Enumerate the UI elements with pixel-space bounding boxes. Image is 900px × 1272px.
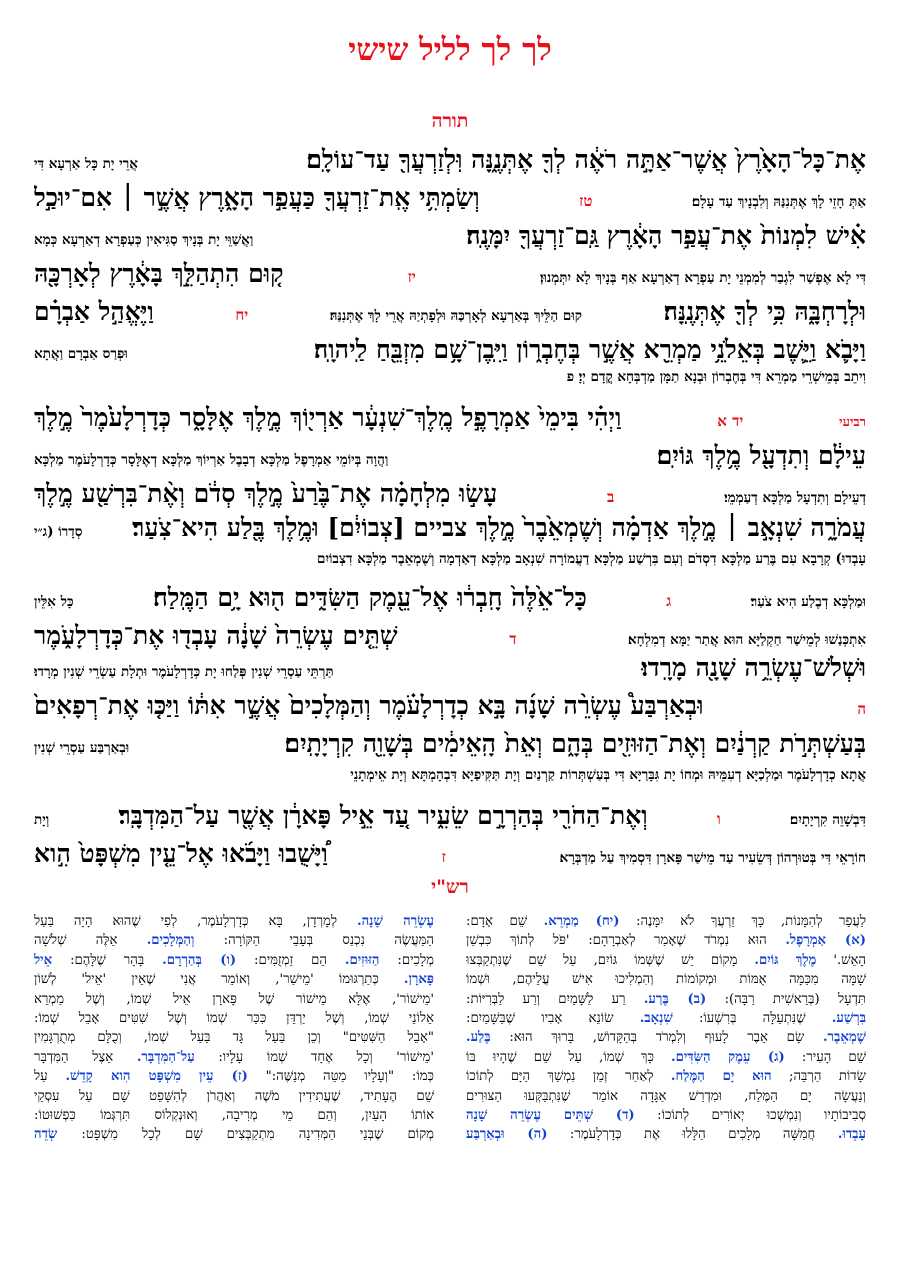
rashi-heading-word: עֶשְׂרֵה שָׁנָה. — [356, 914, 434, 929]
rashi-line — [466, 1106, 866, 1125]
rashi-line — [466, 1087, 866, 1106]
rashi-heading-word: וְהַמְּלָכִים. — [146, 933, 195, 949]
verse-text: אִ֗ישׁ לִמְנוֹת֙ אֶת־עֲפַ֣ר הָאָ֔רֶץ גַּֽם־זַרְעֲךָ֖ יִמָּנֶֽה׃ — [466, 221, 866, 250]
rashi-heading-word: הוּא יָם הַמֶּלַח. — [670, 1069, 772, 1085]
rashi-heading-word: (ב) בֶּרַע. — [643, 991, 707, 1007]
rashi-heading-word: הַזּוּזִים. — [344, 952, 380, 968]
targum-text: וְיָת — [34, 812, 50, 828]
rashi-line — [34, 951, 434, 970]
verse-text: וּבְאַרְבַּע֩ עֶשְׂרֵ֨ה שָׁנָ֜ה בָּ֣א כְדָרְלָעֹ֗מֶר וְהַמְּלָכִים֙ אֲשֶׁ֣ר אִתּ֔וֹ וַיַּכּ֤וּ אֶת־רְפָאִים֙ — [34, 691, 704, 720]
verse-text: וַ֠יָּשֻׁבוּ וַיָּבֹ֜אוּ אֶל־עֵ֤ין מִשְׁפָּט֙ הִ֣וא — [34, 839, 328, 868]
rashi-line — [34, 1125, 434, 1144]
torah-line — [34, 297, 866, 335]
targum-text: אֲרֵי יָת כָּל אַרְעָא דִּי — [34, 156, 138, 172]
targum-text: דְעֵילָם וְתִדְעָל מַלְכָּא דְעַמְמֵי׃ — [724, 490, 866, 506]
rashi-line — [466, 912, 866, 931]
rashi-column-right — [466, 912, 866, 1262]
rashi-text: לְמָרְדָן, בָּא כְּדָרְלָעֹמֶר, לְפִי שֶׁהוּא הָיָה בַּעַל — [34, 914, 338, 929]
verse-number: טז — [579, 192, 593, 210]
verse-text: עָשׂ֣וּ מִלְחָמָ֗ה אֶת־בֶּ֙רַע֙ מֶ֣לֶךְ סְדֹ֔ם וְאֶ֨ת־בִּרְשַׁ֖ע מֶ֣לֶךְ — [34, 479, 498, 508]
rashi-heading-word: (א) אַמְרָפֶל. — [785, 933, 866, 949]
torah-line — [34, 729, 866, 767]
rashi-column-left — [34, 912, 434, 1262]
targum-text: וּבְאַרְבַּע עַסְרֵי שְׁנִין — [34, 740, 130, 756]
rashi-line — [466, 990, 866, 1009]
rashi-heading-word: פָּארָן. — [403, 972, 434, 988]
rashi-text: שֵׁם הֶעָתִיד, שֶׁעֲתִידִין מֹשֶׁה וְאַהֲרֹן לְהִשָּׁפֵט שָׁם עַל עִסְקֵי — [34, 1088, 434, 1104]
rashi-heading-word: (ד) שְׁתֵּים עֶשְׂרֵה שָׁנָה — [466, 1108, 635, 1124]
rashi-line — [466, 970, 866, 989]
rashi-heading-word: בֶּלַע. — [466, 1030, 491, 1046]
targum-text: עָבְדוּ) קְרָבָא עִם בֶּרַע מַלְכָּא דִסְדֹם וְעִם בִּרְשַׁע מַלְכָּא דַעֲמוֹרָה שִׁנְאָב מַלְכָּא דְאַדְמָה וְשֶׁמְאֵבֶר מַלְכָּא דִצְבוֹיִם — [317, 551, 866, 567]
torah-line — [34, 839, 866, 873]
rashi-text: תִּדְעָל (בְּרֵאשִׁית רַבָּה): — [724, 991, 866, 1007]
targum-text: אֲתָא כְדָרְלָעֹמֶר וּמַלְכַיָּא דְעִמֵּיהּ וּמְחוֹ יָת גִּבָּרַיָּא דִּי בְּעַשְׁתְּרוֹת קַרְנַיִם וְיָת תַּקִּיפַיָּא דִּבְהָמְתָּא וְיָת אֵימְתָנֵי — [350, 767, 866, 783]
verse-number: יז — [407, 268, 416, 286]
rashi-commentary — [34, 912, 866, 1262]
rashi-text: כָּךְ שְׁמוֹ, עַל שֵׁם שֶׁהָיוּ בּוֹ — [466, 1049, 654, 1065]
torah-line — [34, 369, 866, 403]
rashi-heading-word: (ז) עֵין מִשְׁפָּט הִוא קָדֵשׁ. — [65, 1069, 248, 1085]
targum-text: אִתְכְּנַשׁוּ לְמֵישַׁר חַקְלַיָּא הוּא אֲתַר יַמָּא דְמִלְחָא׃ — [628, 632, 866, 648]
rashi-line — [466, 951, 866, 970]
rashi-heading-word: מֶלֶךְ גּוֹיִם. — [754, 952, 817, 968]
torah-line — [34, 767, 866, 801]
rashi-text: כְּתַרְגּוּמוֹ 'מֵישַׁר', וְאוֹמֵר אֲנִי שֶׁאֵין 'אֵיל' לְשׁוֹן — [34, 972, 379, 988]
targum-text: כָּל אִלֵּין — [34, 594, 74, 610]
rashi-heading: רש"י — [431, 876, 469, 898]
rashi-text: שֶׁנִּתְעַלָּה בְּרִשְׁעוֹ: — [698, 1011, 806, 1027]
rashi-text: רַע לַשָּׁמַיִם וְרַע לַבְּרִיּוֹת: — [466, 991, 626, 1007]
page — [34, 0, 866, 1272]
torah-line — [34, 691, 866, 729]
rashi-text: שׂוֹנֵא אָבִיו שֶׁבַּשָּׁמַיִם: — [466, 1011, 614, 1027]
torah-line — [34, 801, 866, 839]
verse-number: ג — [666, 592, 672, 610]
verse-text: עֵילָ֔ם וְתִדְעָ֖ל מֶ֥לֶךְ גּוֹיִֽם׃ — [656, 441, 866, 470]
torah-line — [34, 145, 866, 183]
verse-number: ב — [607, 488, 615, 506]
rashi-text: שָׂדוֹת הַרְבֵּה; — [789, 1069, 866, 1085]
verse-number: ו — [716, 810, 721, 828]
rashi-line — [466, 1067, 866, 1086]
rashi-line — [466, 1028, 866, 1047]
verse-text: וְשַׂמְתִּ֥י אֶֽת־זַרְעֲךָ֖ כַּעֲפַ֣ר הָאָ֑רֶץ אֲשֶׁ֣ר ׀ אִם־יוּכַ֣ל — [34, 183, 480, 212]
rashi-line — [34, 970, 434, 989]
rashi-text: כְּמוֹ: "וְעָלָיו מַטֵּה מְנַשֶּׁה:" — [265, 1069, 434, 1085]
torah-line — [34, 513, 866, 551]
verse-text: שְׁתֵּ֤ים עֶשְׂרֵה֙ שָׁנָ֔ה עָבְד֖וּ אֶת־כְּדָרְלָעֹ֑מֶר — [34, 621, 398, 650]
verse-number: ד — [509, 630, 517, 648]
rashi-text: הָאֵשׁ.' — [833, 952, 866, 968]
rashi-text: מְלָכִים: — [397, 952, 434, 968]
rashi-text: הוּא נִמְרֹד שֶׁאָמַר לְאַבְרָהָם: 'פֹּל לְתוֹךְ כִּבְשַׁן — [466, 933, 767, 949]
rashi-heading-word: שִׁנְאָב. — [639, 1011, 673, 1027]
verse-number: ז — [441, 848, 446, 866]
torah-text — [34, 145, 866, 873]
rashi-text: מְקוֹם שֶׁבְּנֵי הַמְּדִינָה מִתְקַבְּצִים שָׁם לְכָל מִשְׁפָּט: — [81, 1127, 434, 1143]
targum-text: וִיתֵב בְּמֵישְׁרֵי מַמְרֵא דִּי בְּחֶבְרוֹן וּבְנָא תַמָּן מַדְבְּחָא קֳדָם יְיָ׃ פ — [566, 369, 866, 385]
rashi-text: שֵׁם אָדָם: — [466, 914, 528, 929]
targum-text: דִּי לָא אֶפְשַׁר לִגְבַר לְמִמְנֵי יָת עַפְרָא דְאַרְעָא אַף בְּנָיךְ לָא יִתְּמְנוּן׃ — [539, 270, 866, 286]
rashi-heading-word: שֶׁמְאֵבֶר. — [822, 1030, 866, 1046]
rashi-line — [34, 1106, 434, 1125]
rashi-line — [466, 1009, 866, 1028]
verse-number: יד א — [717, 412, 744, 430]
targum-text: חוֹרָאֵי דִּי בְּטוּרְהוֹן דְּשֵׂעִיר עַד מֵישַׁר פָּארָן דִּסְמִיךְ עַל מַדְבְּרָא׃ — [559, 850, 866, 866]
targum-text: דִּבְשָׁוֵה קִרְיָתָיִם׃ — [789, 812, 866, 828]
targum-text: וּפְרַס אַבְרָם וַאֲתָא — [34, 346, 128, 362]
targum-text: תַּרְתֵּי עַסְרֵי שְׁנִין פְּלַחוּ יָת כְּדָרְלָעֹמֶר וּתְלָת עַשְׂרֵי שְׁנִין מְרָדוּ׃ — [34, 664, 334, 680]
rashi-heading-word: (ו) בְּהַרְרָם. — [162, 952, 237, 968]
targum-text: קוּם הַלֵּיךְ בְּאַרְעָא לְאָרְכַּהּ וּלְפָתְיַהּ אֲרֵי לָךְ אֶתְּנִנַּהּ׃ — [329, 308, 582, 324]
rashi-text: "אָבֵל הַשִּׁטִּים" וְכֵן בַּעַל גָּד בַּעַל שְׁמוֹ, וְכֻלָּם מְתֻרְגָּמִין — [34, 1030, 434, 1046]
rashi-text: וְנַעֲשָׂה יָם הַמֶּלַח, וּמִדְרַשׁ אַגָּדָה אוֹמֵר שֶׁנִּתְבַּקְּעוּ הַצּוּרִים — [466, 1088, 866, 1104]
rashi-line — [34, 931, 434, 950]
rashi-heading-word: שְׂדֵה — [34, 1127, 58, 1143]
rashi-line — [34, 1067, 434, 1086]
targum-text: אַתְּ חָזֵי לָךְ אֶתְּנִנַּהּ וְלִבְנָיךְ עַד עָלָם׃ — [691, 194, 866, 210]
rashi-text: אוֹתוֹ הָעַיִן, וְהֵם מֵי מְרִיבָה, וְאוּנְקְלוֹס תִּרְגְּמוֹ כִּפְשׁוּטוֹ: — [34, 1108, 434, 1124]
targum-text: וַהֲוָה בְּיוֹמֵי אַמְרָפֶל מַלְכָּא דְבָבֶל אַרְיוֹךְ מַלְכָּא דְאֶלָּסָר כְּדָרְלָעֹמֶר מַלְכָּא — [34, 452, 389, 468]
rashi-text: סְבִיבוֹתָיו וְנִמְשְׁכוּ יְאוֹרִים לְתוֹכוֹ: — [657, 1108, 866, 1124]
torah-line — [34, 583, 866, 621]
aliyah-label: רביעי — [839, 415, 866, 430]
rashi-text: שֵׁם הָעִיר: — [801, 1049, 866, 1065]
rashi-text: 'מֵישׁוֹר', אֶלָּא מֵישׁוֹר שֶׁל פָּארָן אֵיל שְׁמוֹ, וְשֶׁל מַמְרֵא — [34, 991, 434, 1007]
torah-line — [34, 183, 866, 221]
rashi-heading-word: בִּרְשַׁע. — [831, 1011, 866, 1027]
targum-text: סְדָרוֹ (ג״י — [34, 524, 83, 540]
rashi-heading-word: עַל־הַמִּדְבָּר. — [136, 1049, 195, 1065]
rashi-text: לְאַחַר זְמַן נִמְשַׁךְ הַיָּם לְתוֹכוֹ — [466, 1069, 654, 1085]
rashi-line — [34, 1048, 434, 1067]
verse-text: וַיֶּאֱהַ֣ל אַבְרָ֗ם — [34, 297, 154, 326]
verse-text: כָּל־אֵ֙לֶּה֙ חָֽבְר֔וּ אֶל־עֵ֖מֶק הַשִּׂדִּ֑ים ה֖וּא יָ֥ם הַמֶּֽלַח׃ — [152, 583, 587, 612]
verse-text: וַיְהִ֗י בִּימֵי֙ אַמְרָפֶ֣ל מֶֽלֶךְ־שִׁנְעָ֔ר אַרְי֖וֹךְ מֶ֣לֶךְ אֶלָּסָ֑ר כְּדָרְלָעֹ֙מֶר֙ מֶ֣לֶךְ — [34, 403, 622, 432]
rashi-line — [34, 912, 434, 931]
torah-line — [34, 221, 866, 259]
rashi-text: הֵם זַמְזֻמִּים: — [254, 952, 327, 968]
targum-text: וּמַלְכָּא דְבֶלַע הִיא צֹעַר׃ — [750, 594, 866, 610]
rashi-text: מָקוֹם יֵשׁ שֶׁשְּׁמוֹ גּוֹיִם, עַל שֵׁם שֶׁנִּתְקַבְּצוּ — [466, 952, 738, 968]
rashi-text: שָׂם אֵבֶר לָעוּף וְלִמְרֹד בְּהַקָּדוֹשׁ, בָּרוּךְ הוּא: — [509, 1030, 805, 1046]
rashi-text: 'מֵישׁוֹר' וְכָל אֶחָד שְׁמוֹ עָלָיו: — [218, 1049, 434, 1065]
torah-line — [34, 335, 866, 369]
rashi-text: חֲמִשָּׁה מְלָכִים הַלָּלוּ אֶת כְּדָרְלָעֹמֶר: — [569, 1127, 816, 1143]
rashi-line — [466, 931, 866, 950]
rashi-text: הַמַּעֲשֶׂה נִכְנַס בְּעָבֵי הַקּוֹרָה: — [223, 933, 434, 949]
rashi-line — [34, 990, 434, 1009]
rashi-heading-word: עָבְדוּ. — [837, 1127, 866, 1143]
verse-number: יח — [235, 306, 249, 324]
rashi-text: לַעֲפַר לְהִמָּנוֹת, כָּךְ זַרְעֲךָ לֹא יִמָּנֶה: — [636, 914, 866, 929]
rashi-heading-word: (ה) וּבְאַרְבַּע — [466, 1127, 548, 1143]
rashi-text: בָּהָר שֶׁלָּהֶם: — [70, 952, 145, 968]
verse-text: ק֚וּם הִתְהַלֵּ֣ךְ בָּאָ֔רֶץ לְאָרְכָּ֖הּ — [34, 259, 284, 288]
verse-number: ה — [857, 700, 866, 718]
torah-line — [34, 259, 866, 297]
verse-text: וַיָּבֹ֛א וַיֵּ֛שֶׁב בְּאֵלֹנֵ֥י מַמְרֵ֖א אֲשֶׁ֣ר בְּחֶבְר֑וֹן וַיִּֽבֶן־שָׁ֥ם מִזְבֵּ֖חַ לַֽיהוָֽה׃ — [313, 335, 866, 364]
rashi-line — [34, 1087, 434, 1106]
verse-text: אֶת־כָּל־הָאָ֙רֶץ֙ אֲשֶׁר־אַתָּ֣ה רֹאֶ֔ה לְךָ֖ אֶתְּנֶ֑נָּה וּֽלְזַרְעֲךָ֖ עַד־עוֹלָֽם׃ — [306, 145, 866, 174]
rashi-text: שָׁמָּה מִכַּמָּה אֻמּוֹת וּמְקוֹמוֹת וְהִמְלִיכוּ אִישׁ עֲלֵיהֶם, וּשְׁמוֹ — [466, 972, 866, 988]
rashi-heading-word: אֵיל — [34, 952, 53, 968]
rashi-line — [34, 1028, 434, 1047]
targum-text: וַאֲשַׁוֵּי יָת בְּנָיךְ סַגִּיאִין כְּעַפְרָא דְאַרְעָא כְּמָא — [34, 232, 254, 248]
verse-text: וּשְׁלֹשׁ־עֶשְׂרֵ֥ה שָׁנָ֖ה מָרָֽדוּ׃ — [641, 653, 866, 682]
torah-line — [34, 551, 866, 583]
verse-text: וּלְרָחְבָּ֑הּ כִּ֥י לְךָ֖ אֶתְּנֶֽנָּה׃ — [663, 297, 866, 326]
rashi-text: אֵלוֹנֵי שְׁמוֹ, וְשֶׁל יַרְדֵּן כִּכַּר שְׁמוֹ וְשֶׁל שִׁטִּים אָבֵל שְׁמוֹ: — [34, 1011, 434, 1027]
torah-line — [34, 621, 866, 653]
torah-line — [34, 403, 866, 441]
rashi-text: אֵלֶּה שְׁלֹשָׁה — [34, 933, 118, 949]
rashi-text: אֵצֶל הַמִּדְבָּר — [34, 1049, 114, 1065]
rashi-line — [466, 1048, 866, 1067]
torah-heading: תורה — [431, 110, 469, 132]
rashi-line — [34, 1009, 434, 1028]
rashi-heading-word: (ג) עֵמֶק הַשִּׂדִּים. — [671, 1049, 785, 1065]
torah-line — [34, 479, 866, 513]
torah-line — [34, 441, 866, 479]
rashi-line — [466, 1125, 866, 1144]
verse-text: עֲמֹרָ֑ה שִׁנְאָ֣ב ׀ מֶ֣לֶךְ אַדְמָ֗ה וְשֶׁמְאֵ֙בֶר֙ מֶ֣לֶךְ צביים [צְבוֹיִ֔ם] וּמֶ֥לֶךְ בֶּ֖לַע הִיא־צֹֽעַר׃ — [132, 513, 866, 542]
verse-text: בְּעַשְׁתְּרֹ֣ת קַרְנַ֔יִם וְאֶת־הַזּוּזִ֖ים בְּהָ֑ם וְאֵת֙ הָֽאֵימִ֔ים בְּשָׁוֵ֖ה קִרְיָתָֽיִם׃ — [284, 729, 866, 758]
rashi-heading-word: (יח) מַמְרֵא. — [543, 914, 620, 929]
torah-line — [34, 653, 866, 691]
rashi-text: עַל — [34, 1069, 48, 1085]
page-title: לך לך לליל שישי — [348, 32, 552, 68]
verse-text: וְאֶת־הַחֹרִ֖י בְּהַרְרָ֣ם שֵׂעִ֑יר עַ֚ד אֵ֣יל פָּארָ֔ן אֲשֶׁ֖ר עַל־הַמִּדְבָּֽר׃ — [118, 801, 648, 830]
